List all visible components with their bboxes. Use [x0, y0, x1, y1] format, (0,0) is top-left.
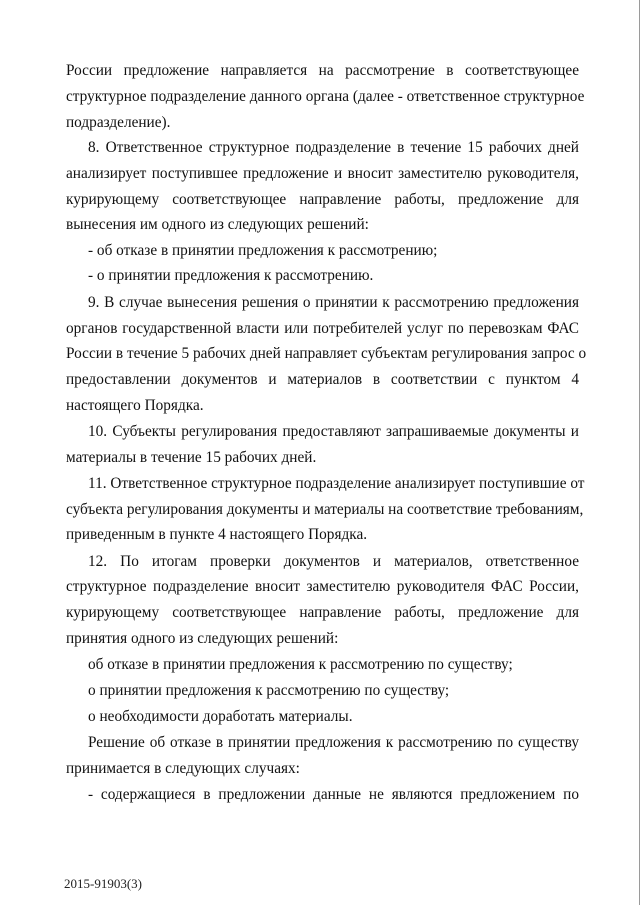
paragraph-12-first-line: 12. По итогам проверки документов и материалов, ответственное — [88, 553, 579, 570]
list-item: о необходимости доработать материалы. — [88, 708, 353, 725]
text-line: России в течение 5 рабочих дней направляет субъектам регулирования запрос о — [66, 345, 587, 362]
paragraph-9-first-line: 9. В случае вынесения решения о принятии к рассмотрению предложения — [88, 294, 579, 311]
text-line: курирующему соответствующее направление работы, предложение для — [66, 191, 579, 208]
text-line: структурное подразделение вносит заместителю руководителя ФАС России, — [66, 578, 579, 595]
decision-paragraph-first-line: Решение об отказе в принятии предложения к рассмотрению по существу — [88, 734, 579, 751]
text-line: анализирует поступившее предложение и вносит заместителю руководителя, — [66, 165, 579, 182]
text-line: настоящего Порядка. — [66, 397, 204, 414]
paragraph-8-first-line: 8. Ответственное структурное подразделение в течение 15 рабочих дней — [88, 139, 579, 156]
paragraph-10-first-line: 10. Субъекты регулирования предоставляют запрашиваемые документы и — [88, 423, 579, 440]
text-line: предоставлении документов и материалов в соответствии с пунктом 4 — [66, 371, 579, 388]
text-line: принимается в следующих случаях: — [66, 760, 300, 777]
text-line: вынесения им одного из следующих решений: — [66, 216, 369, 233]
paragraph-11-first-line: 11. Ответственное структурное подразделение анализирует поступившие от — [88, 475, 585, 492]
list-item: об отказе в принятии предложения к рассмотрению по существу; — [88, 656, 513, 673]
text-line: субъекта регулирования документы и материалы на соответствие требованиям, — [66, 501, 584, 518]
text-line: органов государственной власти или потребителей услуг по перевозкам ФАС — [66, 320, 579, 337]
text-line: структурное подразделение данного органа (далее - ответственное структурное — [66, 88, 585, 105]
list-item: о принятии предложения к рассмотрению по существу; — [88, 682, 450, 699]
list-item: - об отказе в принятии предложения к рассмотрению; — [88, 242, 438, 259]
text-line: курирующему соответствующее направление работы, предложение для — [66, 604, 579, 621]
text-line: приведенным в пункте 4 настоящего Порядка. — [66, 526, 368, 543]
text-line: материалы в течение 15 рабочих дней. — [66, 449, 317, 466]
document-footer-number: 2015-91903(3) — [64, 876, 142, 891]
text-line: подразделение). — [66, 114, 171, 131]
text-line: России предложение направляется на рассмотрение в соответствующее — [66, 62, 579, 79]
list-item: - о принятии предложения к рассмотрению. — [88, 267, 374, 284]
text-line: принятия одного из следующих решений: — [66, 630, 339, 647]
list-item: - содержащиеся в предложении данные не являются предложением по — [88, 786, 579, 803]
